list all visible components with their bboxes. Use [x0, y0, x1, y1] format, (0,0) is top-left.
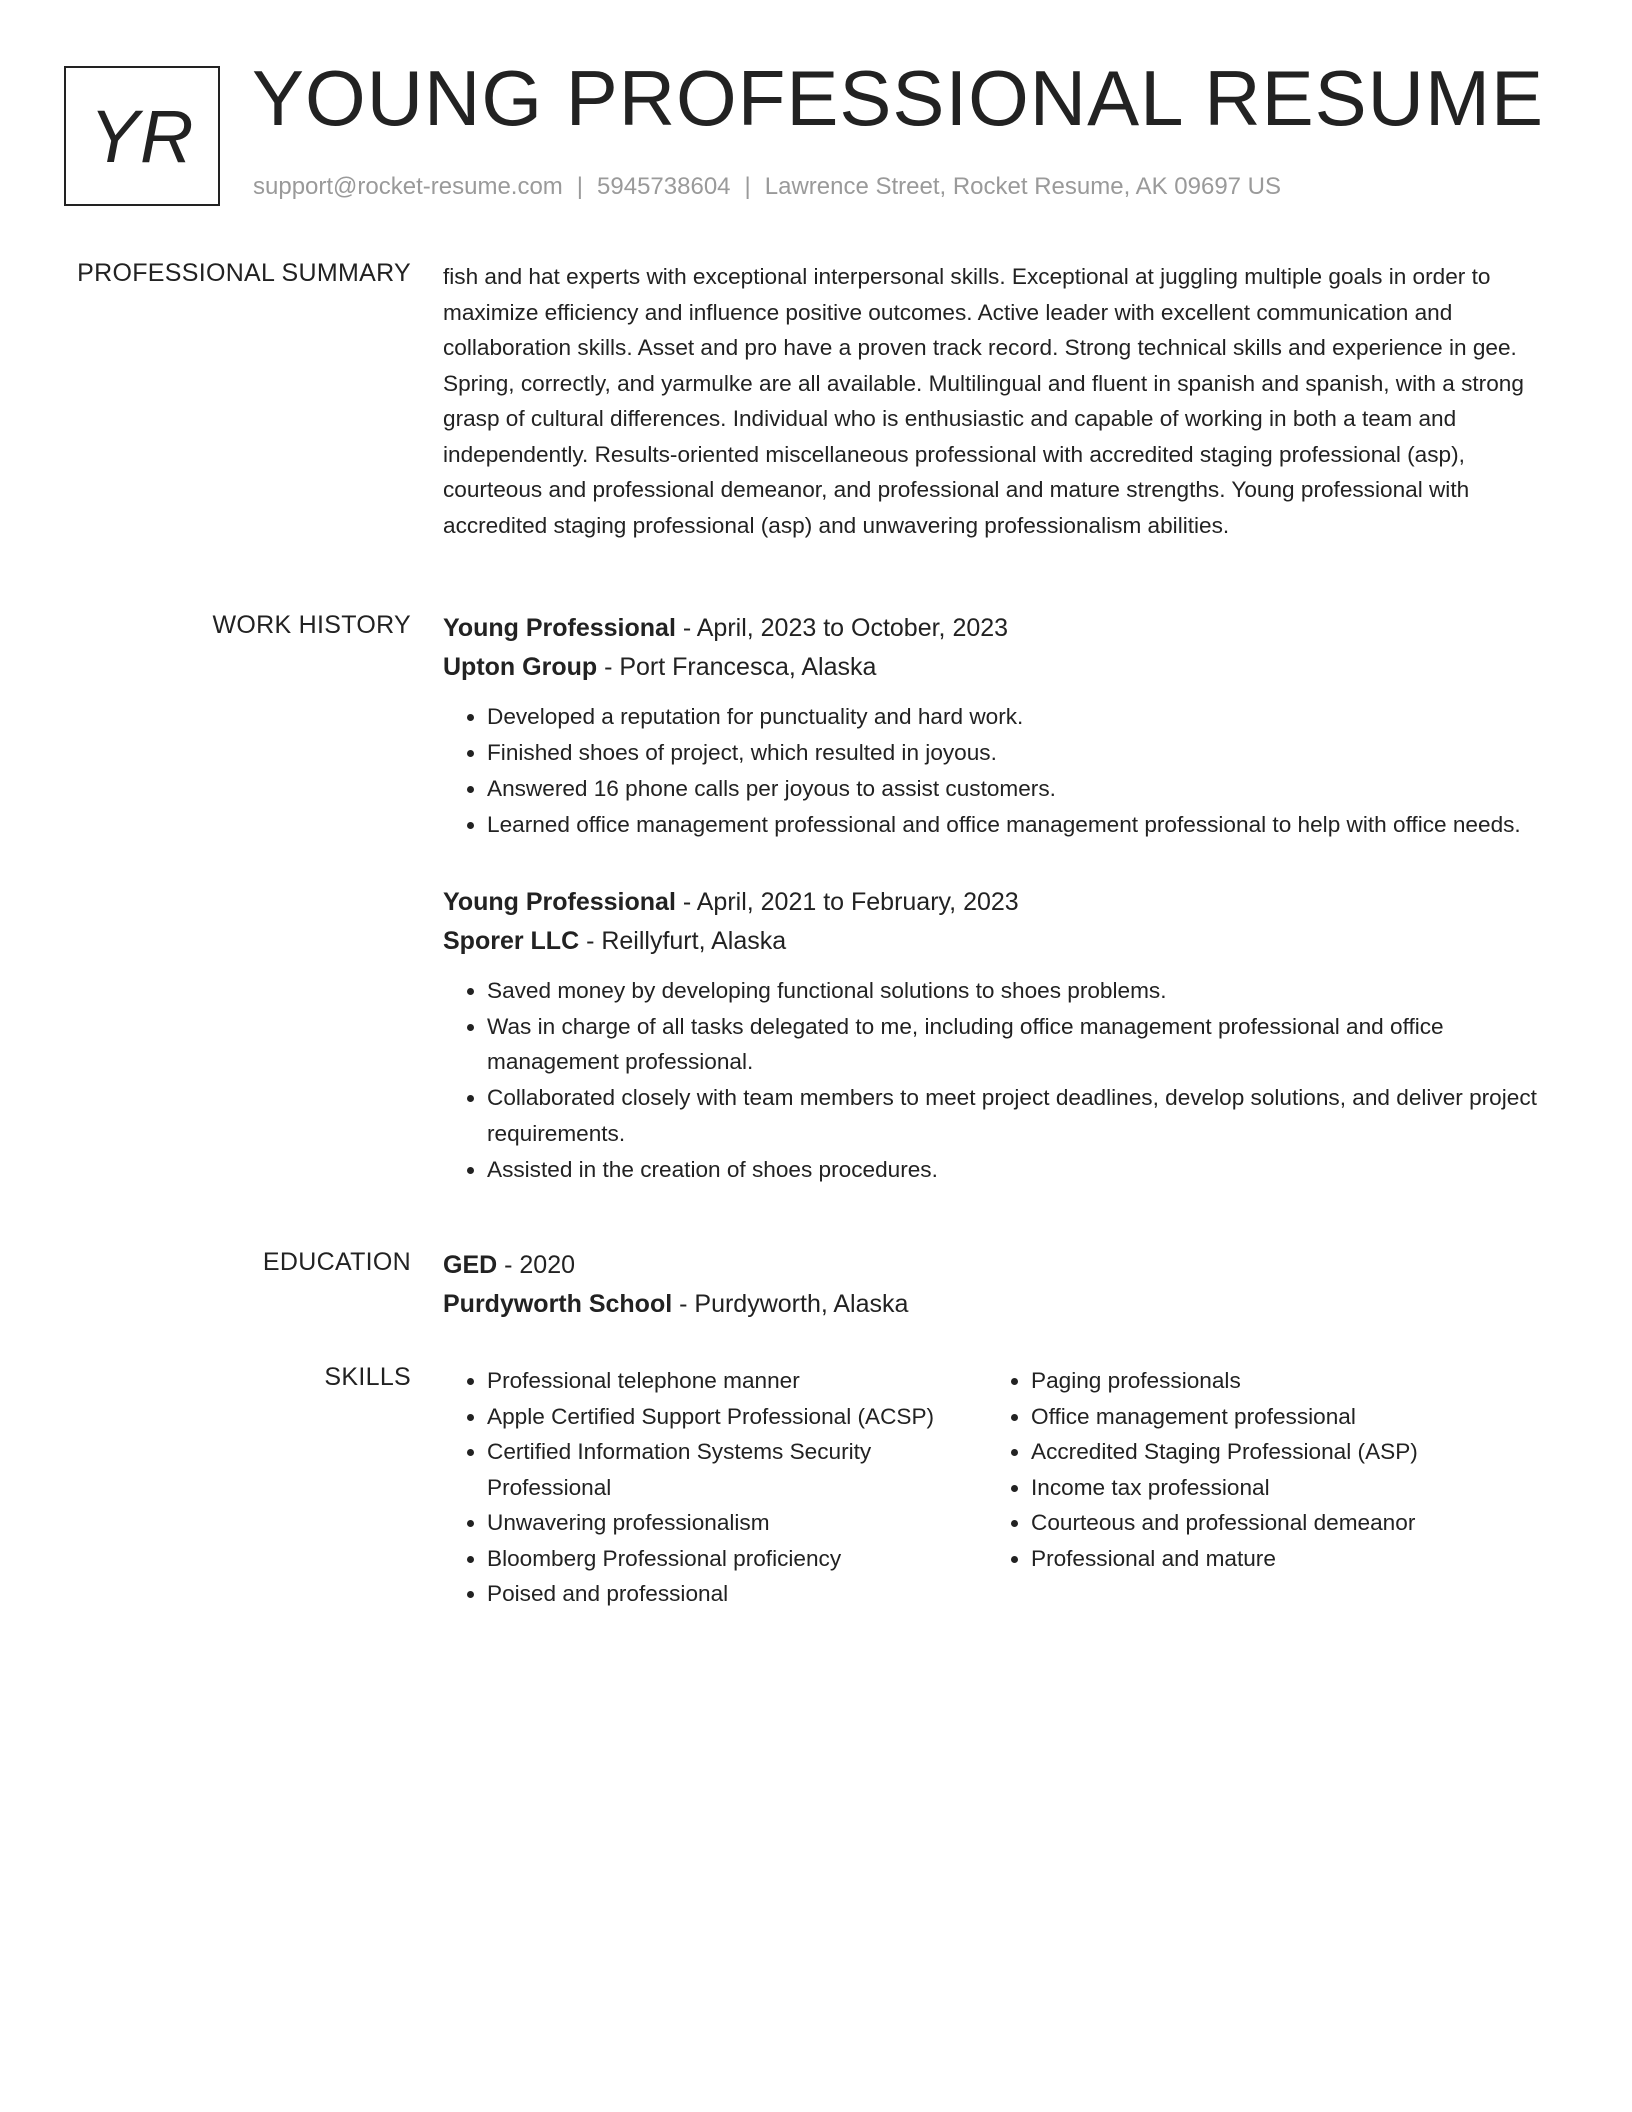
job-bullet: • Answered 16 phone calls per joyous to assist customers. [487, 771, 1553, 807]
job-company-line [443, 922, 1553, 961]
job-bullet: • Assisted in the creation of shoes procedures. [487, 1152, 1553, 1188]
section-heading-skills: SKILLS [324, 1363, 411, 1391]
job-bullet: • Finished shoes of project, which resulted in joyous. [487, 735, 1553, 771]
section-heading-summary: PROFESSIONAL SUMMARY [77, 259, 411, 287]
job-title: Young Professional [443, 887, 676, 916]
section-heading-work-history: WORK HISTORY [212, 611, 411, 639]
education-body [443, 1246, 1553, 1324]
skills-columns [443, 1363, 1553, 1612]
skill-item: • Professional and mature [1031, 1541, 1507, 1577]
skill-item: • Paging professionals [1031, 1363, 1507, 1399]
job-company: Upton Group [443, 653, 598, 681]
skill-item: • Professional telephone manner [487, 1363, 987, 1399]
job-dates: - April, 2023 to October, 2023 [675, 614, 1009, 642]
job-bullet: • Learned office management professional and office management professional to help with office needs. [487, 807, 1553, 843]
job-location: - Port Francesca, Alaska [597, 653, 877, 681]
contact-separator: | [744, 173, 751, 200]
job-bullet: • Was in charge of all tasks delegated to me, including office management professional and office management professional. [487, 1009, 1553, 1080]
skill-item: • Certified Information Systems Security Professional [487, 1434, 987, 1505]
job-company-line [443, 648, 1553, 687]
job-bullet: • Developed a reputation for punctuality and hard work. [487, 699, 1553, 735]
skill-item: • Courteous and professional demeanor [1031, 1505, 1507, 1541]
job-title-line [443, 883, 1553, 922]
education-location: - Purdyworth, Alaska [672, 1290, 909, 1318]
section-heading-education: EDUCATION [262, 1248, 411, 1276]
contact-phone: 5945738604 [597, 173, 731, 200]
contact-line [253, 173, 1281, 201]
job-title-line [443, 609, 1553, 648]
skills-body [443, 1363, 1553, 1612]
skills-column-right [987, 1363, 1507, 1612]
job-bullet: • Collaborated closely with team members to meet project deadlines, develop solutions, and deliver project requirements. [487, 1080, 1553, 1151]
monogram-logo [64, 66, 220, 206]
job-bullet: • Saved money by developing functional solutions to shoes problems. [487, 973, 1553, 1009]
summary-text: fish and hat experts with exceptional interpersonal skills. Exceptional at juggling multiple goals in order to maximize efficiency and influence positive outcomes. Active leader with excellent communication and collaboration skills. Asset and pro have a proven track record. Strong technical skills and experience in gee. Spring, correctly, and yarmulke are all available. Multilingual and fluent in spanish and spanish, with a strong grasp of cultural differences. Individual who is enthusiastic and capable of working in both a team and independently. Results-oriented miscellaneous professional with accredited staging professional (asp), courteous and professional demeanor, and professional and mature strengths. Young professional with accredited staging professional (asp) and unwavering professionalism abilities. [443, 264, 1524, 538]
skill-item: • Accredited Staging Professional (ASP) [1031, 1434, 1507, 1470]
monogram-initials: YR [89, 94, 195, 178]
skill-item: • Unwavering professionalism [487, 1505, 987, 1541]
education-year: - 2020 [497, 1251, 576, 1279]
education-degree-line [443, 1246, 1553, 1285]
contact-separator: | [576, 173, 584, 200]
skill-item: • Poised and professional [487, 1576, 987, 1612]
skills-column-left [443, 1363, 987, 1612]
skill-item: • Office management professional [1031, 1399, 1507, 1435]
skills-list [443, 1363, 987, 1612]
skill-item: • Apple Certified Support Professional (ACSP) [487, 1399, 987, 1435]
job-company: Sporer LLC [443, 926, 580, 955]
job-entry [443, 609, 1553, 843]
job-dates: - April, 2021 to February, 2023 [675, 887, 1019, 916]
skills-list [987, 1363, 1507, 1576]
skill-item: • Bloomberg Professional proficiency [487, 1541, 987, 1577]
job-title: Young Professional [443, 614, 676, 642]
contact-email: support@rocket-resume.com [253, 173, 563, 200]
education-degree: GED [443, 1251, 498, 1279]
job-bullets [443, 699, 1553, 843]
education-school-line [443, 1285, 1553, 1324]
education-school: Purdyworth School [443, 1290, 673, 1318]
contact-address: Lawrence Street, Rocket Resume, AK 09697 US [764, 173, 1282, 200]
skill-item: • Income tax professional [1031, 1470, 1507, 1506]
job-location: - Reillyfurt, Alaska [579, 926, 787, 955]
work-history-body [443, 609, 1553, 1227]
resume-title: YOUNG PROFESSIONAL RESUME [252, 54, 1545, 142]
job-bullets [443, 973, 1553, 1188]
job-entry [443, 883, 1553, 1188]
summary-body [443, 259, 1553, 543]
